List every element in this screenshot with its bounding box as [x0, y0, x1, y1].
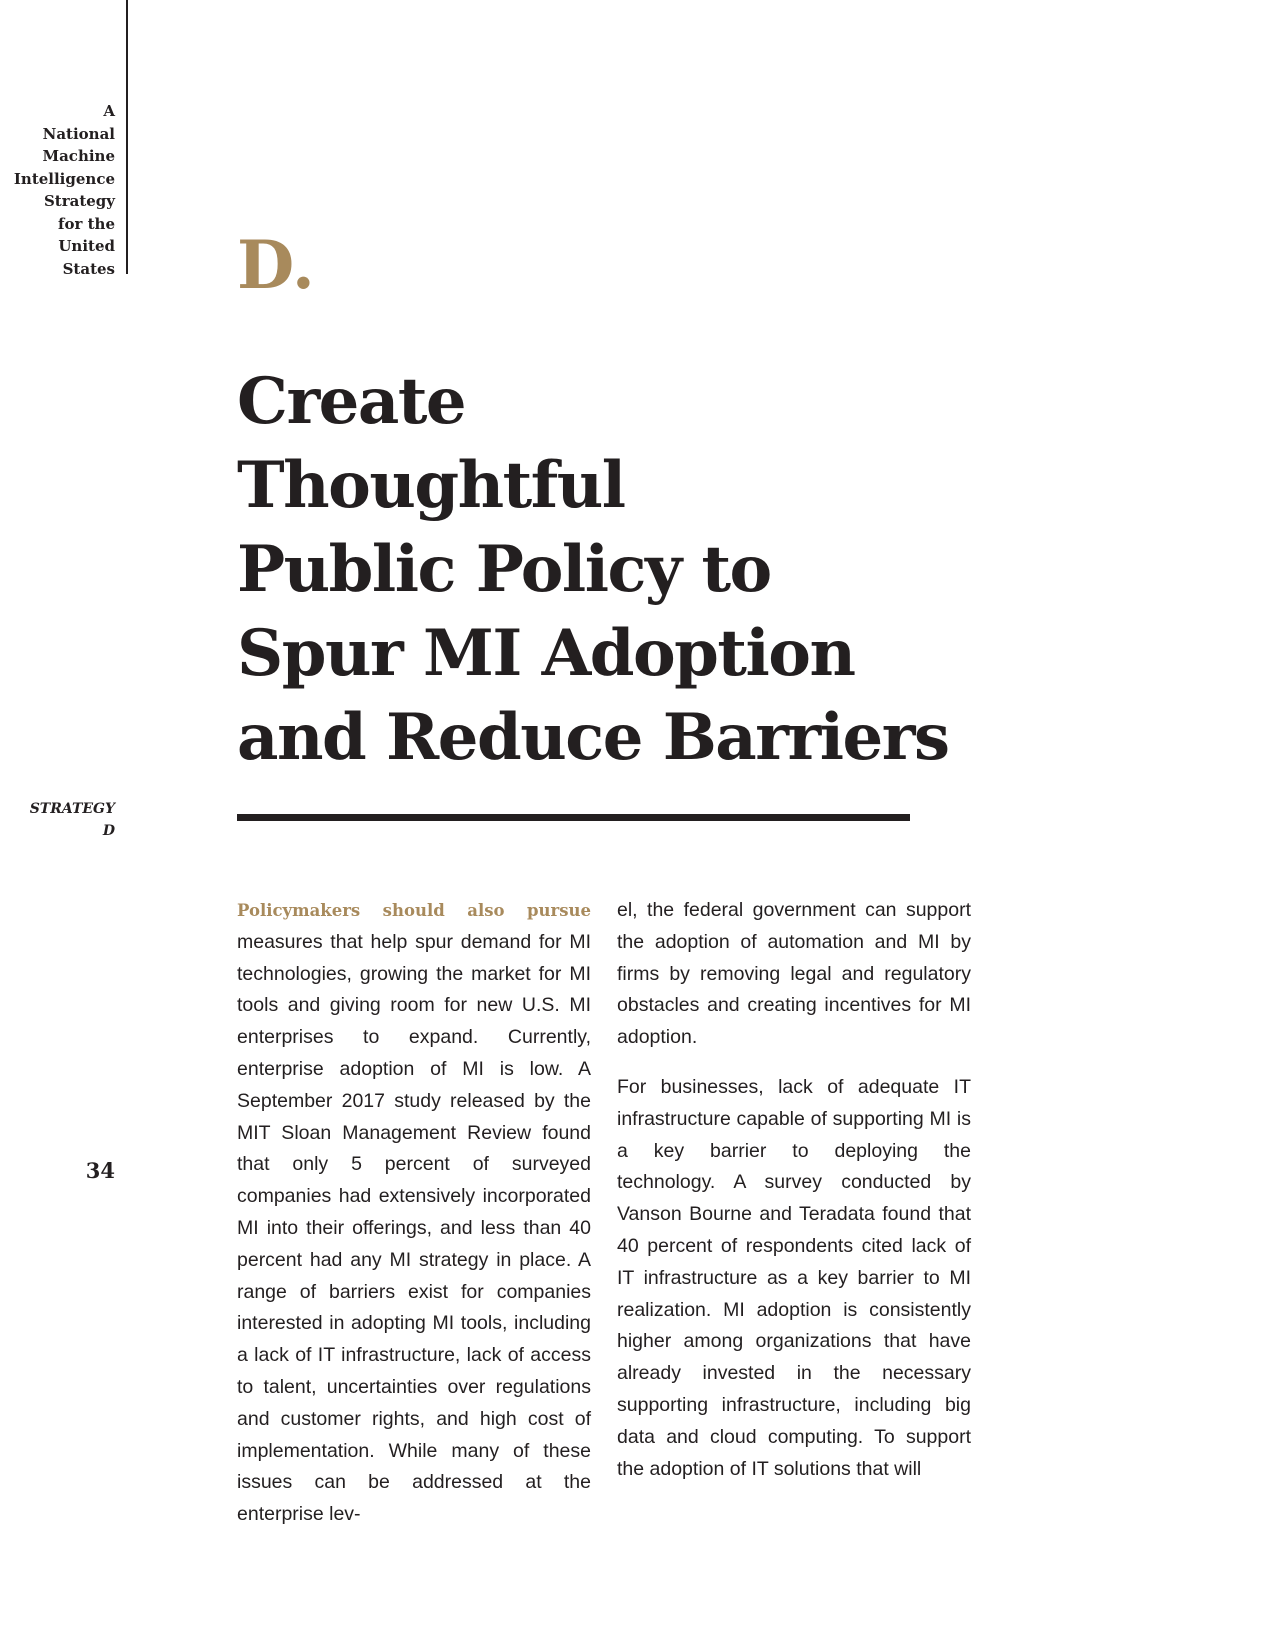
section-letter: D.: [237, 226, 315, 304]
strategy-tag: [30, 798, 115, 842]
running-title-line: United: [58, 237, 115, 255]
running-title-line: Strategy: [43, 192, 115, 210]
running-title-line: for the: [58, 214, 115, 233]
page-number: 34: [85, 1158, 115, 1183]
title-line: and Reduce Barriers: [237, 700, 949, 775]
paragraph-text: measures that help spur demand for MI technologies, growing the market for MI tools and giving room for new U.S. MI enterprises to expand. Currently, enterprise adoption of MI is low. A September 2017 study released by the MIT Sloan Management Review found that only 5 percent of surveyed companies had extensively incorporated MI into their offerings, and less than 40 percent had any MI strategy in place. A range of barriers exist for companies interested in adopting MI tools, including a lack of IT infrastructure, lack of access to talent, uncertainties over regulations and customer rights, and high cost of implementation. While many of these issues can be addressed at the enterprise lev-: [237, 930, 591, 1526]
strategy-tag-letter: D: [102, 823, 115, 839]
page-title: [237, 360, 977, 780]
header-vertical-rule: [126, 0, 128, 274]
body-paragraph: [237, 895, 591, 1531]
title-line: Create: [237, 364, 466, 439]
running-title: [14, 100, 115, 280]
lead-in-text: Policymakers should also pursue: [237, 901, 591, 920]
running-title-line: Machine: [42, 147, 115, 165]
title-line: Public Policy to: [237, 532, 771, 607]
running-title-line: Intelligence: [13, 169, 115, 188]
title-line: Spur MI Adoption: [237, 616, 855, 691]
body-paragraph: el, the federal government can support the adoption of automation and MI by firms by removing legal and regulatory obstacles and creating incentives for MI adoption.: [617, 899, 971, 1049]
body-column-left: [237, 895, 591, 1531]
title-underline-rule: [237, 814, 910, 821]
running-title-line: States: [62, 259, 115, 278]
running-title-line: A: [103, 102, 115, 120]
title-line: Thoughtful: [237, 448, 625, 523]
running-title-line: National: [42, 124, 115, 143]
strategy-tag-label: STRATEGY: [29, 801, 115, 817]
body-paragraph: For businesses, lack of adequate IT infrastructure capable of supporting MI is a key barrier to deploying the technology. A survey conducted by Vanson Bourne and Teradata found that 40 percent of respondents cited lack of IT infrastructure as a key barrier to MI realization. MI adoption is consistently higher among organizations that have already invested in the necessary supporting infrastructure, including big data and cloud computing. To support the adoption of IT solutions that will: [617, 1075, 971, 1480]
body-column-right: [617, 895, 971, 1485]
